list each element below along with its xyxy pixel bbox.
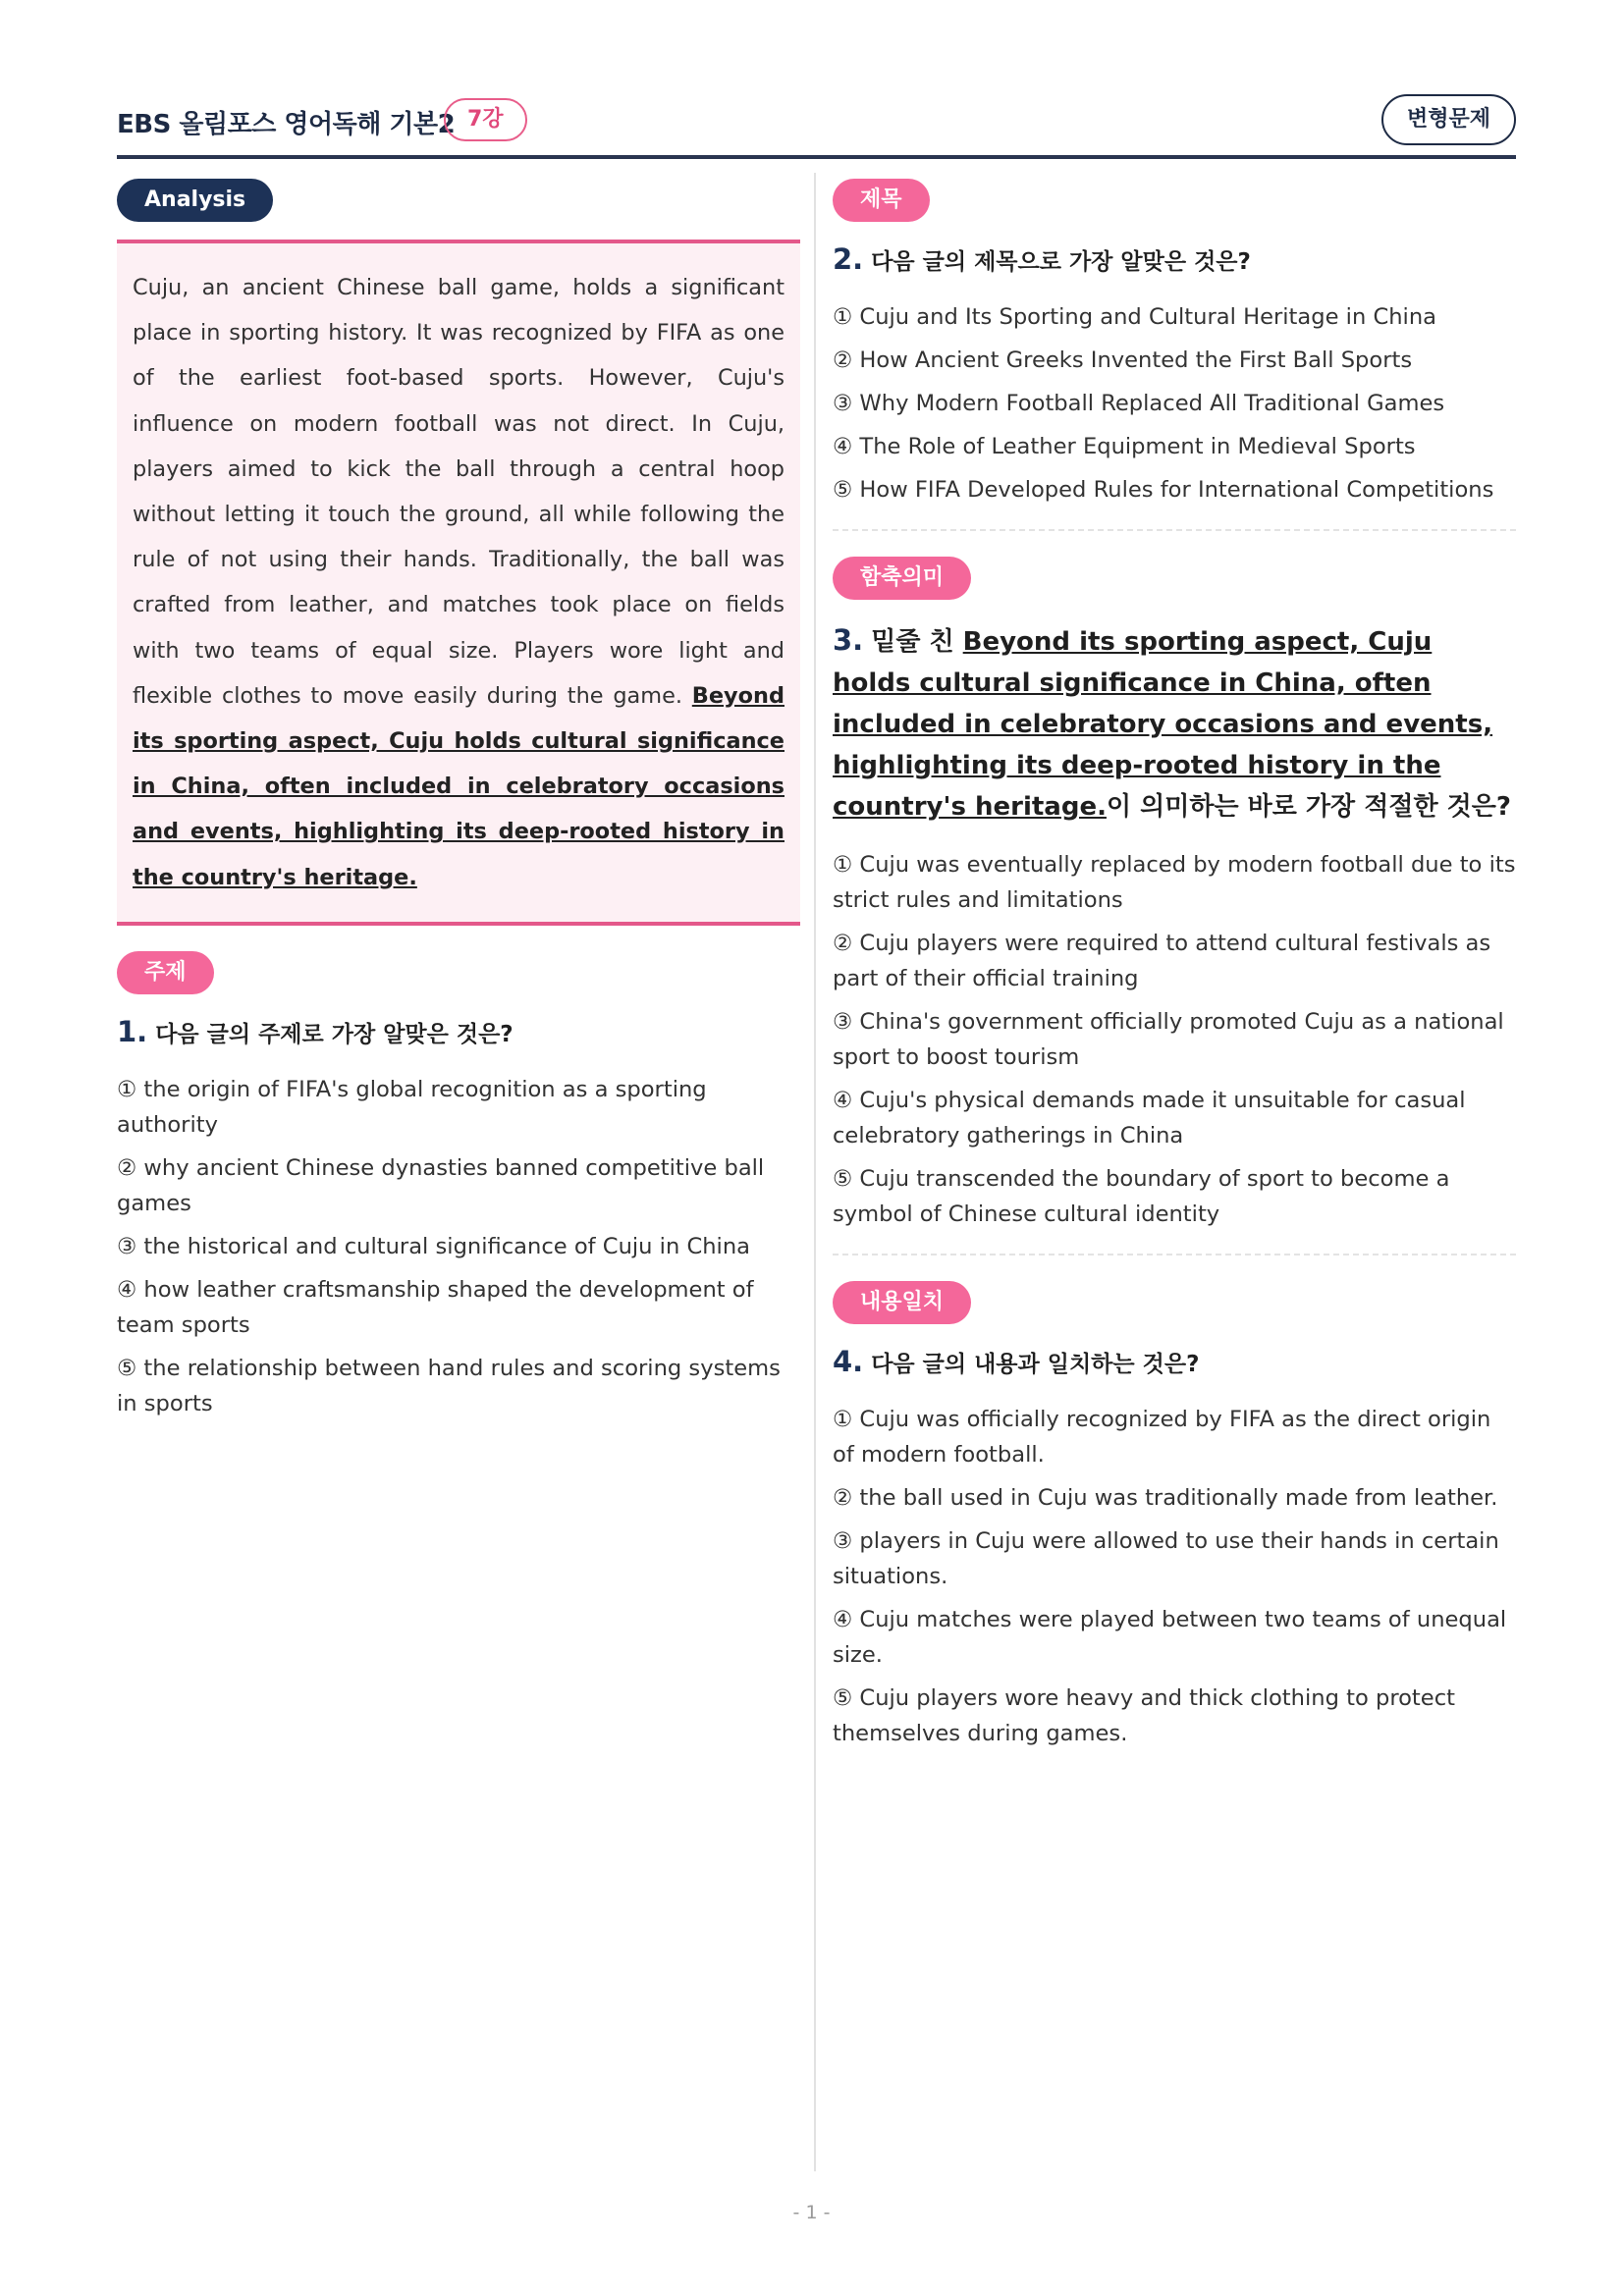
passage-text: [133, 265, 784, 900]
section-divider: [833, 529, 1516, 531]
q3-section: [833, 557, 1516, 1232]
q4-option-2: ② the ball used in Cuju was traditionally made from leather.: [833, 1485, 1498, 1511]
q3-option-2: ② Cuju players were required to attend cultural festivals as part of their official training: [833, 931, 1491, 991]
q1-question: [117, 1014, 800, 1052]
q2-question: [833, 241, 1516, 280]
q1-section: [117, 951, 800, 1421]
q4-option-1: ① Cuju was officially recognized by FIFA as the direct origin of modern football.: [833, 1407, 1491, 1468]
page-number: - 1 -: [792, 2202, 831, 2223]
lecture-badge: 7강: [444, 98, 527, 141]
q1-category-pill: 주제: [117, 951, 214, 994]
q4-question: [833, 1344, 1516, 1382]
q4-category-pill: 내용일치: [833, 1281, 971, 1324]
q2-option-4: ④ The Role of Leather Equipment in Medieval Sports: [833, 434, 1416, 459]
q3-question: [833, 619, 1516, 828]
q3-option-4: ④ Cuju's physical demands made it unsuitable for casual celebratory gatherings in China: [833, 1088, 1466, 1148]
q2-option-1: ① Cuju and Its Sporting and Cultural Heritage in China: [833, 304, 1436, 330]
q1-option-1: ① the origin of FIFA's global recognition as a sporting authority: [117, 1076, 707, 1138]
q2-number: 2.: [833, 242, 864, 276]
section-divider: [833, 1254, 1516, 1255]
q1-option-3: ③ the historical and cultural significance of Cuju in China: [117, 1233, 750, 1259]
q2-option-2: ② How Ancient Greeks Invented the First Ball Sports: [833, 347, 1413, 373]
q2-option-5: ⑤ How FIFA Developed Rules for International Competitions: [833, 477, 1494, 503]
q4-question-text: 다음 글의 내용과 일치하는 것은?: [871, 1352, 1200, 1377]
analysis-label: Analysis: [117, 179, 273, 222]
q4-options: [833, 1402, 1516, 1751]
q3-options: [833, 847, 1516, 1232]
q1-option-4: ④ how leather craftsmanship shaped the development of team sports: [117, 1276, 754, 1338]
q4-section: [833, 1281, 1516, 1751]
q4-option-4: ④ Cuju matches were played between two teams of unequal size.: [833, 1607, 1507, 1668]
q3-option-1: ① Cuju was eventually replaced by modern football due to its strict rules and limitations: [833, 852, 1516, 913]
q1-option-5: ⑤ the relationship between hand rules and scoring systems in sports: [117, 1355, 781, 1416]
analysis-passage: [117, 240, 800, 926]
q3-question-prefix: 밑줄 친: [871, 627, 963, 657]
book-title: EBS 올림포스 영어독해 기본2: [117, 110, 456, 139]
passage-body: Cuju, an ancient Chinese ball game, holds a significant place in sporting history. It was recognized by FIFA as one of the earliest foot-based sports. However, Cuju's influence on modern football was not direct. In Cuju, players aimed to kick the ball through a central hoop without letting it touch the ground, all while following the rule of not using their hands. Traditionally, the ball was crafted from leather, and matches took place on fields with two teams of equal size. Players wore light and flexible clothes to move easily during the game.: [133, 275, 784, 709]
q3-category-pill: 함축의미: [833, 557, 971, 600]
q1-question-text: 다음 글의 주제로 가장 알맞은 것은?: [155, 1021, 514, 1047]
q2-section: [833, 179, 1516, 507]
q1-option-2: ② why ancient Chinese dynasties banned competitive ball games: [117, 1154, 765, 1216]
page-header: [117, 94, 1516, 155]
passage-highlight: Beyond its sporting aspect, Cuju holds cultural significance in China, often included in celebratory occasions and events, highlighting its deep-rooted history in the country's heritage.: [133, 682, 784, 890]
q2-question-text: 다음 글의 제목으로 가장 알맞은 것은?: [871, 249, 1251, 275]
column-divider: [814, 173, 816, 2171]
q3-option-5: ⑤ Cuju transcended the boundary of sport to become a symbol of Chinese cultural identity: [833, 1166, 1450, 1227]
left-column: [117, 179, 800, 1429]
q3-question-suffix: 이 의미하는 바로 가장 적절한 것은?: [1106, 792, 1511, 822]
q1-options: [117, 1072, 800, 1421]
header-divider: [117, 155, 1516, 159]
q4-option-5: ⑤ Cuju players wore heavy and thick clothing to protect themselves during games.: [833, 1685, 1455, 1746]
q1-number: 1.: [117, 1014, 148, 1048]
right-column: [833, 179, 1516, 1759]
q2-category-pill: 제목: [833, 179, 930, 222]
q2-option-3: ③ Why Modern Football Replaced All Traditional Games: [833, 391, 1445, 416]
question-type-badge: 변형문제: [1381, 94, 1516, 145]
q3-underlined-text: Beyond its sporting aspect, Cuju holds cultural significance in China, often included in celebratory occasions and events, highlighting its deep-rooted history in the country's heritage.: [833, 627, 1493, 822]
q3-option-3: ③ China's government officially promoted Cuju as a national sport to boost tourism: [833, 1009, 1504, 1070]
q2-options: [833, 299, 1516, 507]
q4-number: 4.: [833, 1345, 864, 1378]
q4-option-3: ③ players in Cuju were allowed to use their hands in certain situations.: [833, 1528, 1499, 1589]
q3-number: 3.: [833, 623, 864, 657]
